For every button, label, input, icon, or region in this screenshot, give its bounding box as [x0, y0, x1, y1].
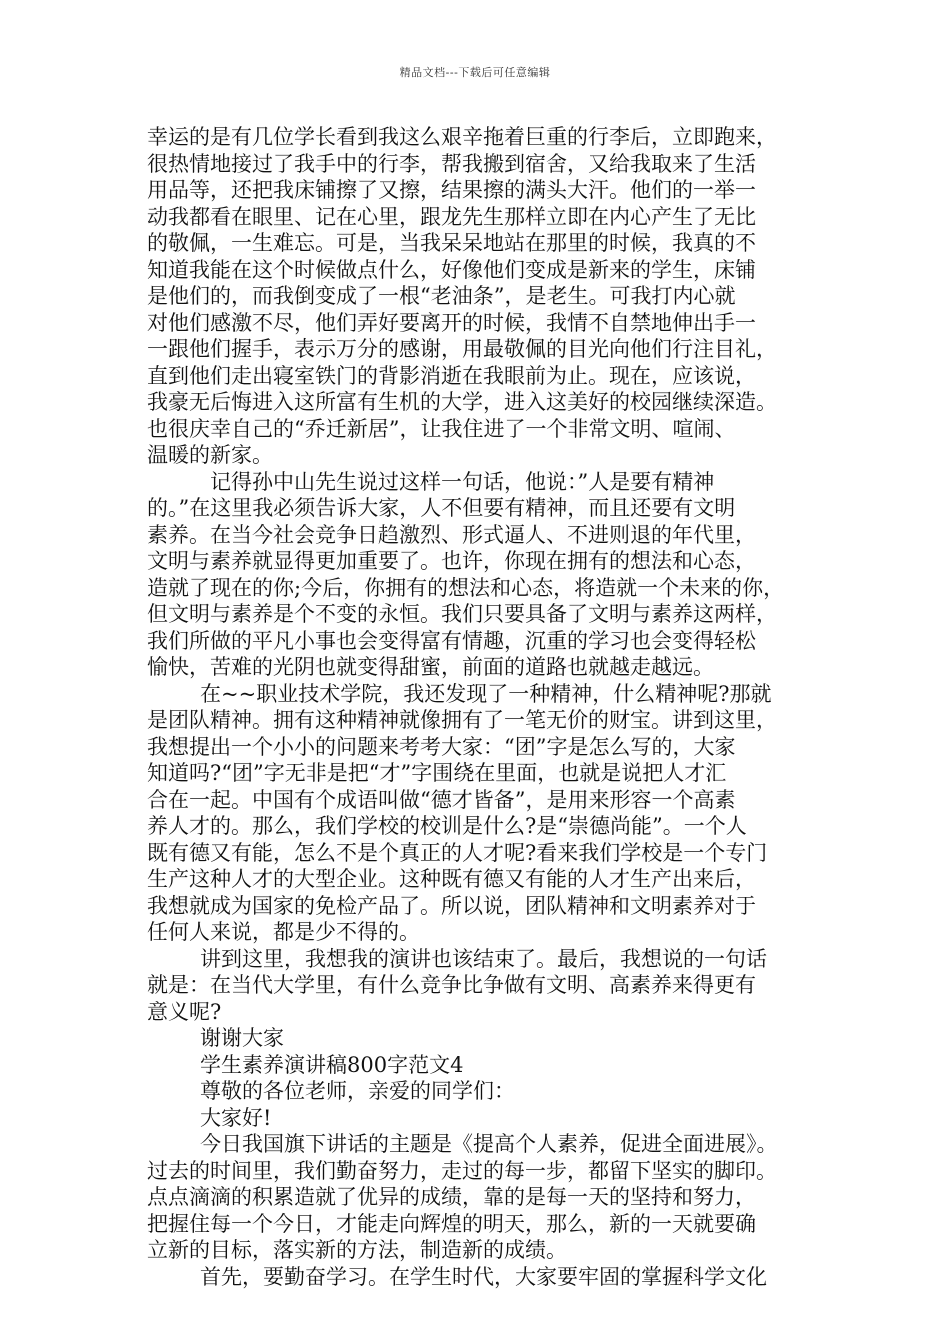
- paragraph-line: 的。”在这里我必须告诉大家，人不但要有精神，而且还要有文明: [147, 496, 736, 520]
- paragraph-line: 把握住每一个今日，才能走向辉煌的明天，那么，新的一天就要确: [147, 1211, 756, 1236]
- paragraph-line: 任何人来说，都是少不得的。: [147, 920, 420, 944]
- paragraph-line: 知道吗?“团”字无非是把“才”字围绕在里面，也就是说把人才汇: [147, 761, 727, 785]
- paragraph-line: 既有德又有能，怎么不是个真正的人才呢?看来我们学校是一个专门: [147, 840, 768, 865]
- paragraph-line: 直到他们走出寝室铁门的背影消逝在我眼前为止。现在，应该说，: [147, 363, 756, 388]
- paragraph-line: 文明与素养就显得更加重要了。也许，你现在拥有的想法和心态，: [147, 549, 756, 573]
- paragraph-line: 知道我能在这个时候做点什么，好像他们变成是新来的学生，床铺: [147, 257, 756, 282]
- paragraph-line: 很热情地接过了我手中的行李，帮我搬到宿舍，又给我取来了生活: [147, 151, 756, 176]
- paragraph-line: 动我都看在眼里、记在心里，跟龙先生那样立即在内心产生了无比: [147, 204, 756, 229]
- paragraph-line: 点点滴滴的积累造就了优异的成绩，靠的是每一天的坚持和努力，: [147, 1185, 756, 1209]
- paragraph-line: 幸运的是有几位学长看到我这么艰辛拖着巨重的行李后，立即跑来，: [147, 125, 777, 149]
- paragraph-line: 素养。在当今社会竞争日趋激烈、形式逼人、不进则退的年代里，: [147, 522, 756, 547]
- paragraph-line: 我想就成为国家的免检产品了。所以说，团队精神和文明素养对于: [147, 893, 756, 918]
- paragraph-line: 我想提出一个小小的问题来考考大家：“团”字是怎么写的，大家: [147, 734, 736, 759]
- paragraph-line: 也很庆幸自己的“乔迁新居”，让我住进了一个非常文明、喧闹、: [147, 416, 736, 441]
- greeting-line: 大家好!: [200, 1105, 272, 1130]
- paragraph-line: 过去的时间里，我们勤奋努力，走过的每一步，都留下坚实的脚印。: [147, 1158, 777, 1183]
- paragraph-line: 生产这种人才的大型企业。这种既有德又有能的人才生产出来后，: [147, 867, 756, 891]
- paragraph-line: 但文明与素养是个不变的永恒。我们只要具备了文明与素养这两样，: [147, 602, 777, 626]
- paragraph-line: 养人才的。那么，我们学校的校训是什么?是“崇德尚能”。一个人: [147, 814, 747, 838]
- document-body: [147, 124, 812, 1290]
- paragraph-line: 讲到这里，我想我的演讲也该结束了。最后，我想说的一句话: [200, 946, 767, 971]
- paragraph-line: 今日我国旗下讲话的主题是《提高个人素养，促进全面进展》。: [200, 1132, 778, 1156]
- paragraph-line: 记得孙中山先生说过这样一句话，他说：”人是要有精神: [210, 469, 715, 494]
- paragraph-line: 在~~职业技术学院，我还发现了一种精神，什么精神呢?那就: [200, 681, 772, 706]
- paragraph-line: 造就了现在的你;今后，你拥有的想法和心态，将造就一个未来的你，: [147, 575, 785, 600]
- paragraph-line: 就是：在当代大学里，有什么竞争比争做有文明、高素养来得更有: [147, 973, 756, 997]
- paragraph-line: 一跟他们握手，表示万分的感谢，用最敬佩的目光向他们行注目礼，: [147, 337, 777, 361]
- paragraph-line: 我们所做的平凡小事也会变得富有情趣，沉重的学习也会变得轻松: [147, 628, 756, 653]
- thanks-line: 谢谢大家: [200, 1026, 284, 1050]
- paragraph-line: 的敬佩，一生难忘。可是，当我呆呆地站在那里的时候，我真的不: [147, 231, 756, 255]
- paragraph-line: 愉快，苦难的光阴也就变得甜蜜，前面的道路也就越走越远。: [147, 655, 714, 679]
- paragraph-line: 用品等，还把我床铺擦了又擦，结果擦的满头大汗。他们的一举一: [147, 178, 756, 202]
- section-title: 学生素养演讲稿800字范文4: [200, 1052, 464, 1077]
- paragraph-line: 对他们感激不尽，他们弄好要离开的时候，我情不自禁地伸出手一: [147, 310, 756, 335]
- paragraph-line: 我豪无后悔进入这所富有生机的大学，进入这美好的校园继续深造。: [147, 390, 777, 414]
- page-header: 精品文档---下载后可任意编辑: [399, 66, 551, 79]
- paragraph-line: 意义呢?: [147, 999, 222, 1024]
- paragraph-line: 立新的目标，落实新的方法，制造新的成绩。: [147, 1238, 567, 1262]
- paragraph-line: 温暖的新家。: [147, 443, 273, 467]
- salutation-line: 尊敬的各位老师，亲爱的同学们：: [200, 1079, 515, 1103]
- paragraph-line: 是他们的，而我倒变成了一根“老油条”，是老生。可我打内心就: [147, 284, 736, 308]
- paragraph-line: 是团队精神。拥有这种精神就像拥有了一笔无价的财宝。讲到这里，: [147, 708, 777, 732]
- paragraph-line: 首先，要勤奋学习。在学生时代，大家要牢固的掌握科学文化: [200, 1264, 767, 1289]
- paragraph-line: 合在一起。中国有个成语叫做“德才皆备”，是用来形容一个高素: [147, 787, 736, 812]
